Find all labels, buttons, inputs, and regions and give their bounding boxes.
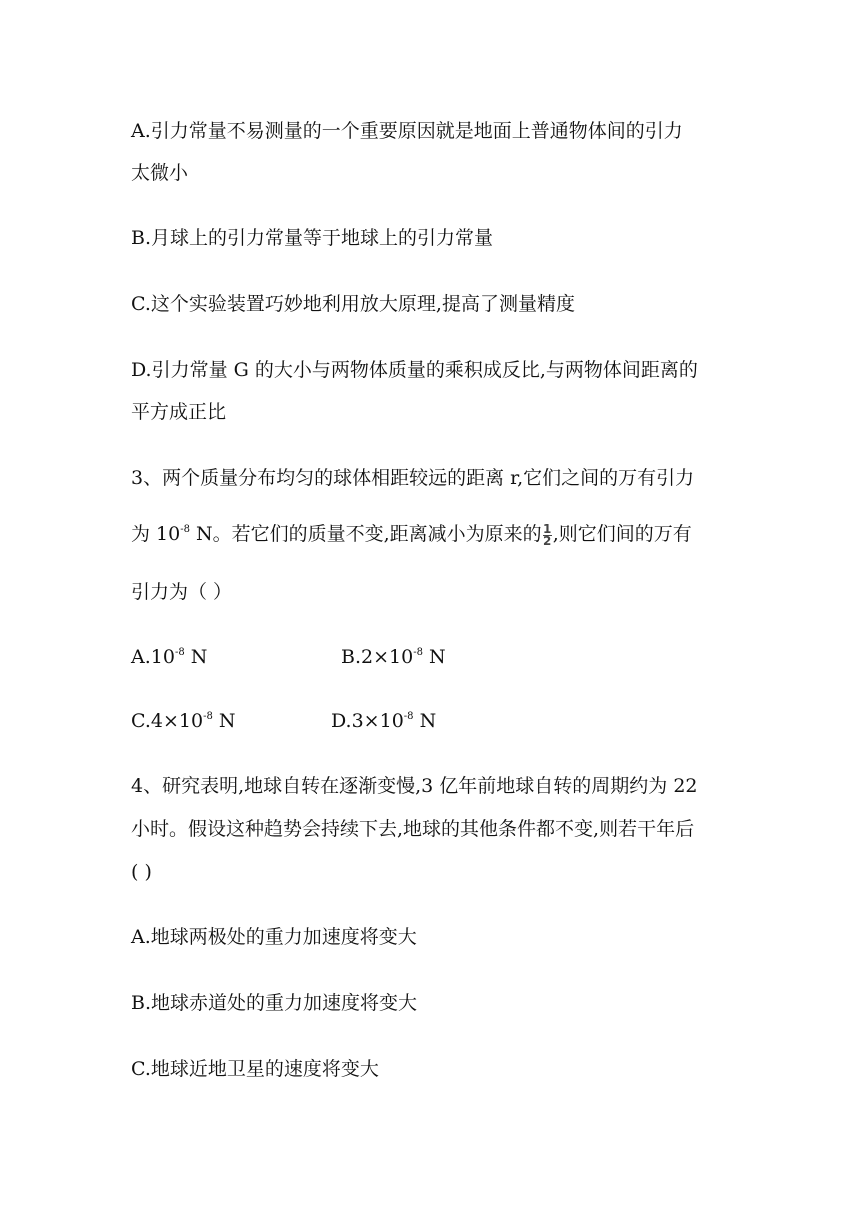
q4-option-a: A.地球两极处的重力加速度将变大 — [131, 926, 417, 948]
q4-stem-line1: 4、研究表明,地球自转在逐渐变慢,3 亿年前地球自转的周期约为 22 — [131, 775, 698, 797]
option-exponent: -8 — [203, 711, 213, 722]
option-exponent: -8 — [413, 647, 423, 658]
fraction-denominator: 2 — [543, 533, 552, 548]
q2-option-c: C.这个实验装置巧妙地利用放大原理,提高了测量精度 — [131, 293, 575, 315]
q2-option-d-line1: D.引力常量 G 的大小与两物体质量的乘积成反比,与两物体间距离的 — [131, 359, 698, 381]
fraction-one-half — [543, 521, 552, 548]
q4-option-b: B.地球赤道处的重力加速度将变大 — [131, 992, 418, 1014]
q3-text: N。若它们的质量不变,距离减小为原来的 — [189, 523, 542, 545]
q2-option-a-line1: A.引力常量不易测量的一个重要原因就是地面上普通物体间的引力 — [131, 120, 683, 142]
q4-stem-line3: ( ) — [131, 861, 152, 883]
q3-text: ,则它们间的万有 — [552, 523, 692, 545]
q2-option-d-line2: 平方成正比 — [131, 401, 227, 423]
option-text: B.2×10 — [341, 646, 414, 668]
q3-option-a — [131, 643, 207, 671]
option-exponent: -8 — [403, 711, 414, 722]
q4-stem-line2: 小时。假设这种趋势会持续下去,地球的其他条件都不变,则若干年后 — [131, 818, 695, 840]
option-text: D.3×10 — [331, 710, 404, 732]
q3-stem-line3: 引力为（ ） — [131, 581, 233, 603]
q3-option-c — [131, 707, 236, 735]
q2-option-b: B.月球上的引力常量等于地球上的引力常量 — [131, 227, 494, 249]
q3-option-b — [341, 643, 446, 671]
q3-stem-line1: 3、两个质量分布均匀的球体相距较远的距离 r,它们之间的万有引力 — [131, 467, 695, 489]
option-text: N — [422, 646, 446, 668]
option-text: N — [413, 710, 437, 732]
q4-option-c: C.地球近地卫星的速度将变大 — [131, 1058, 379, 1080]
q3-text: 为 10 — [131, 523, 181, 545]
fraction-numerator: 1 — [543, 521, 552, 536]
q3-option-d — [331, 707, 436, 735]
option-text: A.10 — [131, 646, 175, 668]
q3-exponent: -8 — [180, 524, 190, 535]
q3-stem-line2 — [131, 520, 692, 548]
option-text: N — [184, 646, 208, 668]
q2-option-a-line2: 太微小 — [131, 162, 189, 184]
option-exponent: -8 — [174, 647, 185, 658]
option-text: C.4×10 — [131, 710, 204, 732]
option-text: N — [212, 710, 236, 732]
